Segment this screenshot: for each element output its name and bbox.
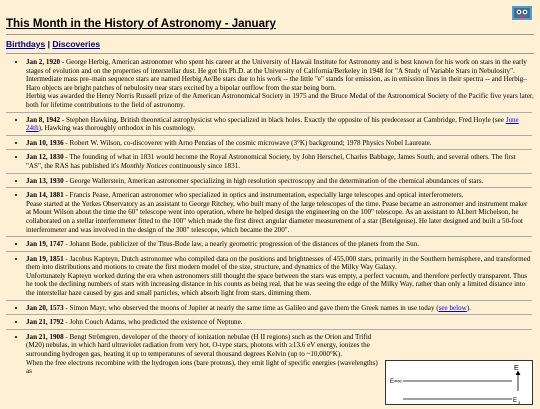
entry-text: - Jacobus Kapteyn, Dutch astronomer who compiled data on the positions and brightnesses of 455,000 stars, primarily in the Southern hemisphere, and transformed them into distributions and motions to create the first modern model of the size, structure, and dynamics of the Milky Way Galaxy. [26, 254, 531, 272]
entry-divider [6, 149, 532, 150]
entry-text: - Francis Pease, American astronomer who specialized in optics and instrumentation, especially large telescopes and optical interferometers. [63, 191, 464, 200]
entry-text: - Johann Bode, publicizer of the Titus-Bode law, a nearly geometric progression of the distances of the planets from the Sun. [63, 240, 419, 249]
entry-divider [6, 112, 532, 113]
figure-label-infinity: E=∞ [390, 379, 402, 385]
nav-discoveries-link[interactable]: Discoveries [52, 39, 101, 49]
nav-divider [6, 53, 534, 54]
entry-italic-text: Monthly Notices [120, 161, 168, 170]
entry-text: Pease started at the Yerkes Observatory as an assistant to George Ritchey, who built many of the large telescopes of the time. Pease became an astronomer and instrument maker at Mount Wilson about the time the 60" telescope went into operation, where he helped design the engineering on the 100" telescope. As an assistant to ALbert Michelson, he collaborated on a stellar interferometer fitted to the 100" which made the first direct angular diameter measurement of a star (Betelgeuse). He later designed and built a 50-foot interferometer and was involved in the design of the 300" telescope, which became the 200". [26, 199, 528, 234]
list-item [26, 116, 534, 136]
title-divider [6, 34, 534, 35]
list-item [26, 139, 534, 151]
entry-date: Jan 19, 1851 [26, 254, 64, 263]
figure-label-e: E [514, 365, 519, 372]
list-item [26, 153, 534, 173]
entry-text: ). [466, 303, 471, 312]
entry-date: Jan 12, 1830 [26, 153, 64, 162]
entry-divider [6, 329, 532, 330]
entry-date: Jan 10, 1936 [26, 138, 64, 147]
entry-text: ), Hawking was thoroughly orthodox in his cosmology. [38, 124, 196, 133]
entry-date: Jan 14, 1881 [26, 191, 64, 200]
section-nav [6, 39, 534, 49]
list-item [26, 191, 534, 237]
entry-text: Intermediate mass pre–main sequence stars are named Herbig Ae/Be stars due to his work -- the little "e" stands for emission, as in emission lines in their spectra -- and Herbig–Haro objects are bright patches of nebulosity near stars excited by a bipolar outflow from the star being born. [26, 75, 527, 92]
entry-text: - The founding of what in 1831 would become the Royal Astronomical Society, by John Herschel, Charles Babbage, James South, and several others. The first "AS", the RAS has published it's [26, 153, 516, 170]
list-item [26, 58, 534, 113]
entry-divider [6, 300, 532, 301]
entry-date: Jan 19, 1747 [26, 240, 64, 249]
entry-date: Jan 2, 1920 [26, 58, 61, 66]
entry-divider [6, 173, 532, 174]
entry-text: When the free electrons recombine with the hydrogen ions (bare protons), they emit light of specific energies (wavelengths) as [26, 358, 378, 376]
list-item [26, 304, 534, 316]
entry-date: Jan 20, 1573 [26, 303, 64, 312]
entry-text: - George Wallerstein, American astronomer specializing in high resolution spectroscopy and the determination of the chemical abundances of stars. [63, 176, 484, 185]
entry-text: continuously since 1831. [167, 161, 240, 170]
entry-text: - Simon Mayr, who observed the moons of Jupiter at nearly the same time as Galileo and gave them the Greek names in use today ( [63, 303, 439, 312]
energy-level-figure [385, 360, 533, 405]
see-below-link[interactable]: see below [438, 303, 467, 312]
entry-text: Unfortunately Kapteyn worked during the era when astronomers still thought the space between the stars was empty, a perfect vacuum, and therefore perfectly transparent. Thus he took the declining numbers of stars with increasing distance in his counts as being real, that he was seeing the edge of the Milky Way, rather than only a limited distance into the interstellar haze caused by gas and small particles, which absorb light from stars, dimming them. [26, 271, 528, 298]
entry-date: Jan 13, 1930 [26, 176, 64, 185]
list-item [26, 318, 534, 330]
entry-divider [6, 314, 532, 315]
energy-level-diagram [386, 361, 532, 404]
figure-label-sub: 3 [518, 400, 521, 404]
list-item [26, 240, 534, 252]
entry-date: Jan 21, 1908 [26, 332, 64, 341]
entry-text: - George Herbig, American astronomer who spent his career at the University of Hawaii Institute for Astronomy and is best known for his work on stars in the early stages of evolution and on the properties of interstellar dust. He got his Ph.D. at the University of California/Berkeley in 1948 for "A Study of Variable Stars in Nebulosity". [26, 58, 527, 75]
entry-divider [6, 187, 532, 188]
entry-text: Herbig was awarded the Henry Norris Russell prize of the American Astronomical Society in 1975 and the Bruce Medal of the Astronomical Society of the Pacific five years later, both for lifetime contributions to the field of astronomy. [26, 92, 534, 109]
entry-divider [6, 135, 532, 136]
figure-label-bottom: E [513, 398, 518, 404]
page-title: This Month in the History of Astronomy - January [6, 18, 276, 30]
nav-birthdays-link[interactable]: Birthdays [6, 39, 46, 49]
events-list [6, 58, 534, 376]
site-logo-icon[interactable] [512, 6, 532, 20]
entry-divider [6, 236, 532, 237]
entry-divider [6, 251, 532, 252]
nav-separator: | [47, 39, 50, 49]
list-item [26, 177, 534, 189]
list-item [26, 255, 534, 301]
june-24th-link[interactable]: June 24th [26, 115, 519, 133]
entry-date: Jan 8, 1942 [26, 115, 61, 124]
entry-text: - Bengt Strömgren, developer of the theory of ionization nebulae (H II regions) such as the Orion and Trifid (M20) nebulas, in which hard ultraviolet radiation from very hot, O-type stars, photons with ≥13.6 eV energy, ionizes the surrounding hydrogen gas, heating it up to temperatures of several thousand degrees Kelvin (up to ~10,000°K). [26, 332, 372, 359]
entry-text: - Stephen Hawking, British theoretical astrophysicist who specialized in black holes. Exactly the opposite of his predecessor at Cambridge, Fred Hoyle (see [60, 115, 506, 124]
entry-text: - John Couch Adams, who predicted the existence of Neptune. [63, 318, 243, 327]
entry-text: - Robert W. Wilson, co-discoverer with Arno Penzias of the cosmic microwave (3°K) background; 1978 Physics Nobel Laureate. [63, 138, 432, 147]
entry-date: Jan 21, 1792 [26, 318, 64, 327]
